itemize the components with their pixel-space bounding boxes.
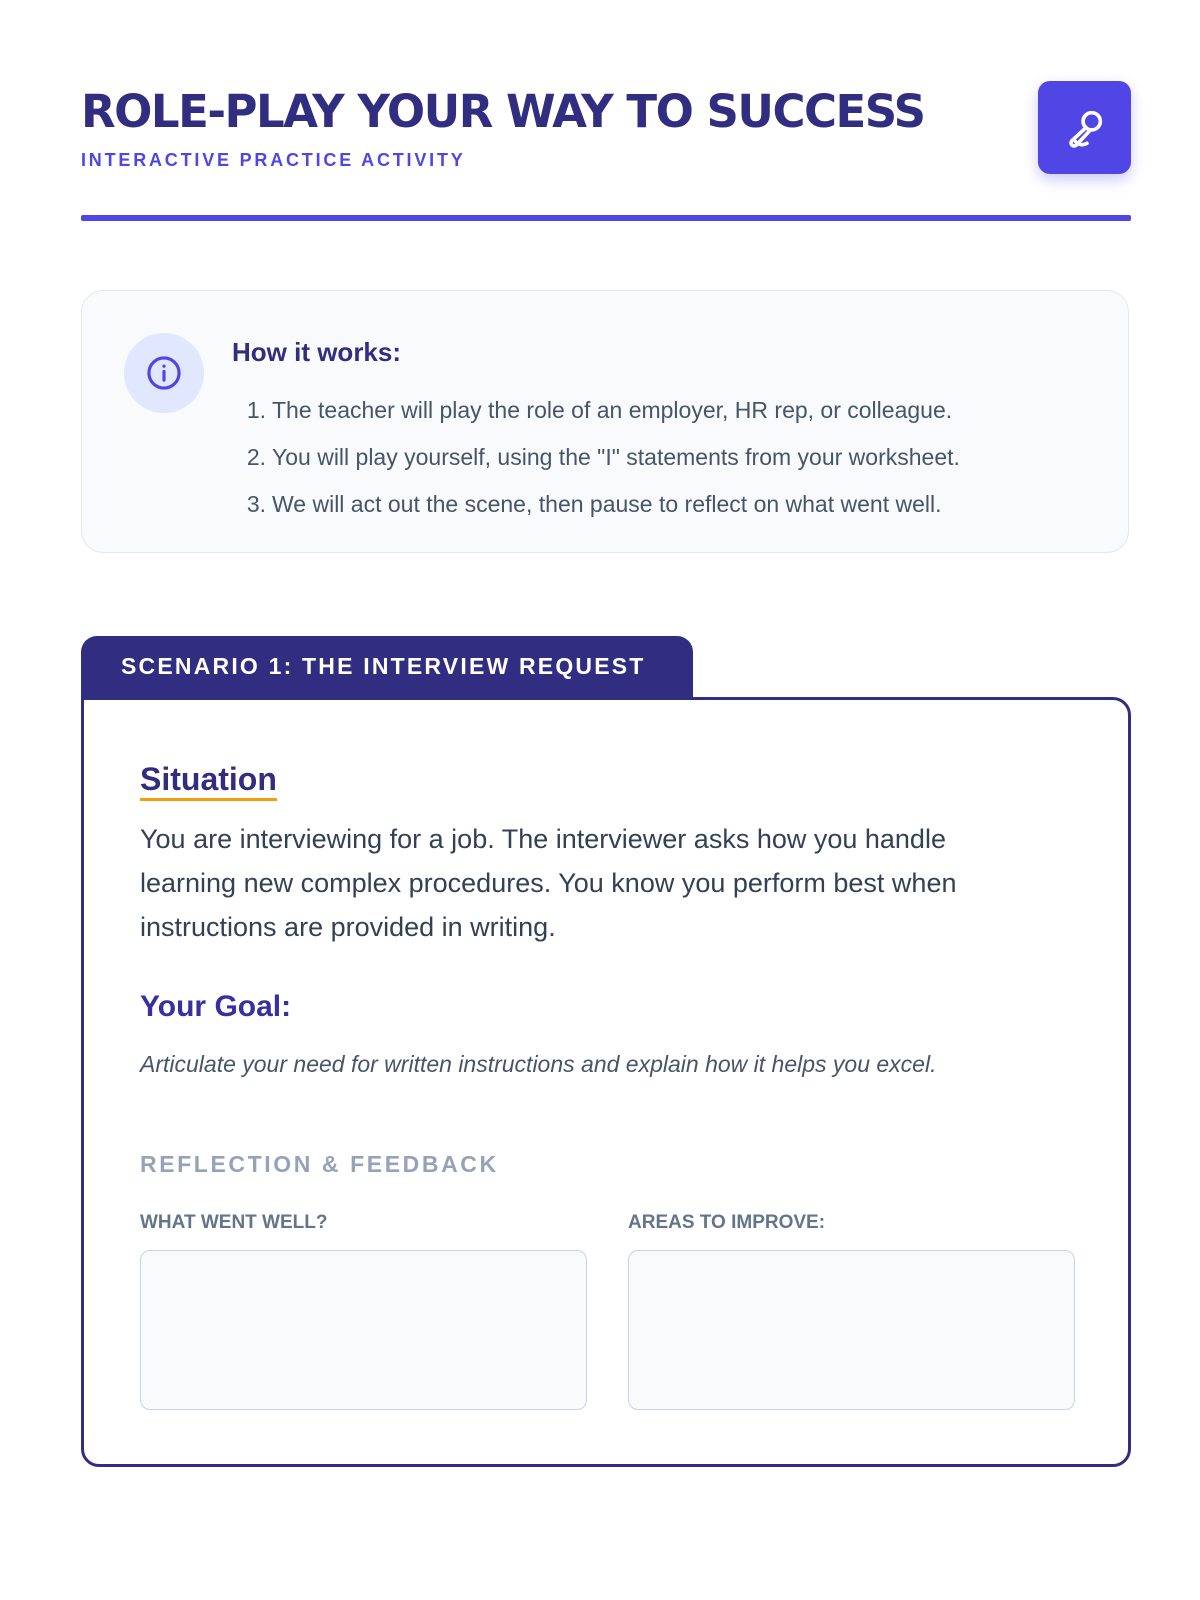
step-item: 1. The teacher will play the role of an employer, HR rep, or colleague. <box>246 397 953 423</box>
step-item: 3. We will act out the scene, then pause to reflect on what went well. <box>246 491 942 517</box>
how-it-works-title: How it works: <box>232 337 402 367</box>
situation-text: You are interviewing for a job. The interviewer asks how you handle learning new complex procedures. You know you perform best when instructions are provided in writing. <box>140 824 957 942</box>
reflection-heading: REFLECTION & FEEDBACK <box>140 1151 499 1177</box>
went-well-label: WHAT WENT WELL? <box>140 1212 328 1233</box>
info-icon <box>124 333 204 413</box>
situation-heading: Situation <box>140 760 277 801</box>
went-well-field[interactable] <box>140 1250 587 1410</box>
improve-field[interactable] <box>628 1250 1075 1410</box>
worksheet-page <box>81 0 1131 1233</box>
microphone-badge <box>1038 81 1131 174</box>
header-divider <box>81 215 1131 221</box>
page-title: ROLE-PLAY YOUR WAY TO SUCCESS <box>81 85 925 138</box>
how-it-works-steps <box>232 387 960 528</box>
goal-heading: Your Goal: <box>140 990 292 1023</box>
scenario-tab: SCENARIO 1: THE INTERVIEW REQUEST <box>81 636 693 700</box>
microphone-icon <box>1062 105 1108 151</box>
how-it-works-card <box>81 290 1129 553</box>
improve-label: AREAS TO IMPROVE: <box>628 1212 826 1233</box>
scenario-card <box>81 697 1131 1467</box>
page-subtitle: INTERACTIVE PRACTICE ACTIVITY <box>81 150 466 170</box>
step-item: 2. You will play yourself, using the "I" statements from your worksheet. <box>246 444 960 470</box>
goal-text: Articulate your need for written instructions and explain how it helps you excel. <box>140 1051 937 1077</box>
page-header <box>81 0 1131 222</box>
